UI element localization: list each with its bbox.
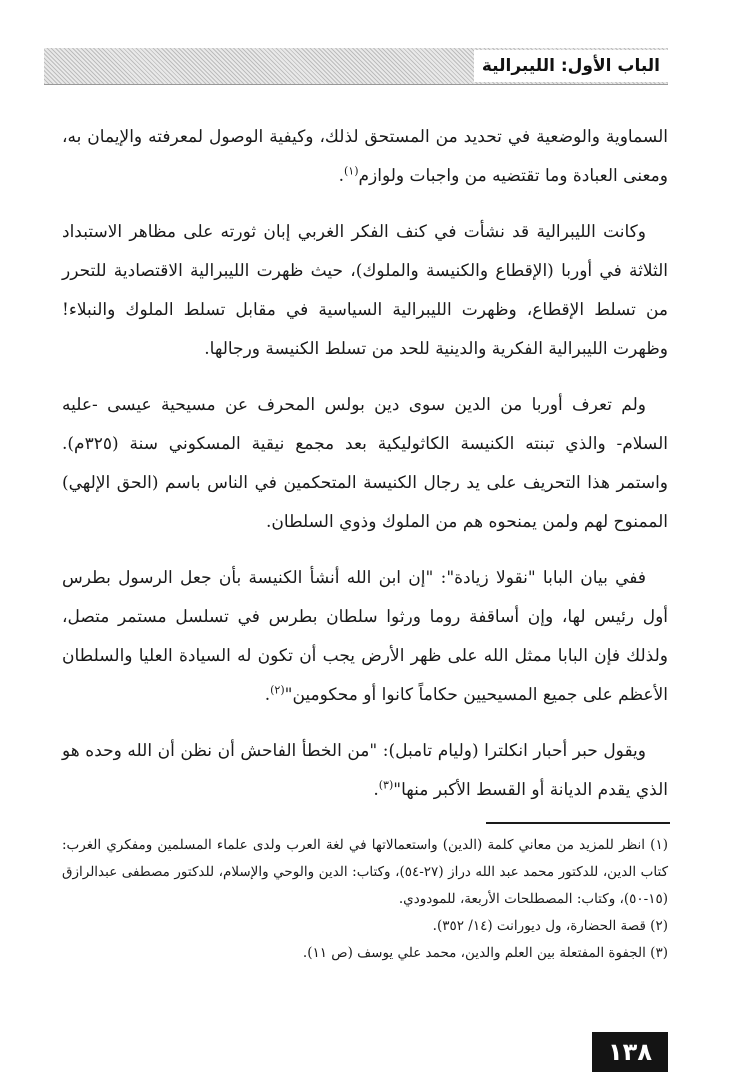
paragraph-3-text: ولم تعرف أوربا من الدين سوى دين بولس المحرف عن مسيحية عيسى -عليه السلام- والذي تبنته الكنيسة الكاثوليكية بعد مجمع نيقية المسكوني سنة (٣٢٥م). واستمر هذا التحريف على يد رجال الكنيسة المتحكمين في الناس باسم (الحق الإلهي) الممنوح لهم ولمن يمنحوه هم من الملوك وذوي السلطان. [62,395,668,532]
paragraph-5-tail: . [373,780,379,800]
running-header-title: الباب الأول: الليبرالية [474,50,668,82]
paragraph-5-text: ويقول حبر أحبار انكلترا (وليام تامبل): "من الخطأ الفاحش أن نظن أن الله وحده هو الذي يقدم الديانة أو القسط الأكبر منها" [62,741,668,800]
paragraph-3 [62,386,668,542]
paragraph-2-text: وكانت الليبرالية قد نشأت في كنف الفكر الغربي إبان ثورته على مظاهر الاستبداد الثلاثة في أوربا (الإقطاع والكنيسة والملوك)، حيث ظهرت الليبرالية الاقتصادية للتحرر من تسلط الإقطاع، وظهرت الليبرالية السياسية في مقابل تسلط الملوك والنبلاء! وظهرت الليبرالية الفكرية والدينية للحد من تسلط الكنيسة ورجالها. [62,222,668,359]
footnote-2: (٢) قصة الحضارة، ول ديورانت (١٤/ ٣٥٢). [432,918,668,934]
paragraph-1 [62,118,668,196]
paragraph-4-tail: . [264,685,271,705]
footnote-3: (٣) الجفوة المفتعلة بين العلم والدين، محمد علي يوسف (ص ١١). [302,945,668,961]
footnotes [62,832,668,967]
footnote-ref-3: (٣) [378,778,394,792]
paragraph-5 [62,732,668,810]
paragraph-1-text: السماوية والوضعية في تحديد من المستحق لذلك، وكيفية الوصول لمعرفته والإيمان به، ومعنى العبادة وما تقتضيه من واجبات ولوازم [62,127,668,186]
footnote-ref-1: (١) [343,164,359,178]
paragraph-4 [62,559,668,715]
footnote-ref-2: (٢) [270,683,285,697]
body-text [62,118,668,827]
footnote-1: (١) انظر للمزيد من معاني كلمة (الدين) واستعمالاتها في لغة العرب ولدى علماء المسلمين ومفكري الغرب: كتاب الدين، للدكتور محمد عبد الله دراز (٢٧-٥٤)، وكتاب: الدين والوحي والإسلام، للدكتور مصطفى عبدالرازق (١٥-٥٠)، وكتاب: المصطلحات الأربعة، للمودودي. [62,837,669,907]
paragraph-2 [62,213,668,369]
paragraph-4-text: ففي بيان البابا "نقولا زيادة": "إن ابن الله أنشأ الكنيسة بأن جعل الرسول بطرس أول رئيس لها، وإن أساقفة روما ورثوا سلطان بطرس في تسلسل مستمر متصل، ولذلك فإن البابا ممثل الله على ظهر الأرض يجب أن تكون له السيادة العليا والسلطان الأعظم على جميع المسيحيين حكاماً كانوا أو محكومين" [62,568,668,705]
footnote-separator [486,822,670,824]
page-number: ١٣٨ [592,1032,668,1072]
paragraph-1-tail: . [338,166,344,186]
